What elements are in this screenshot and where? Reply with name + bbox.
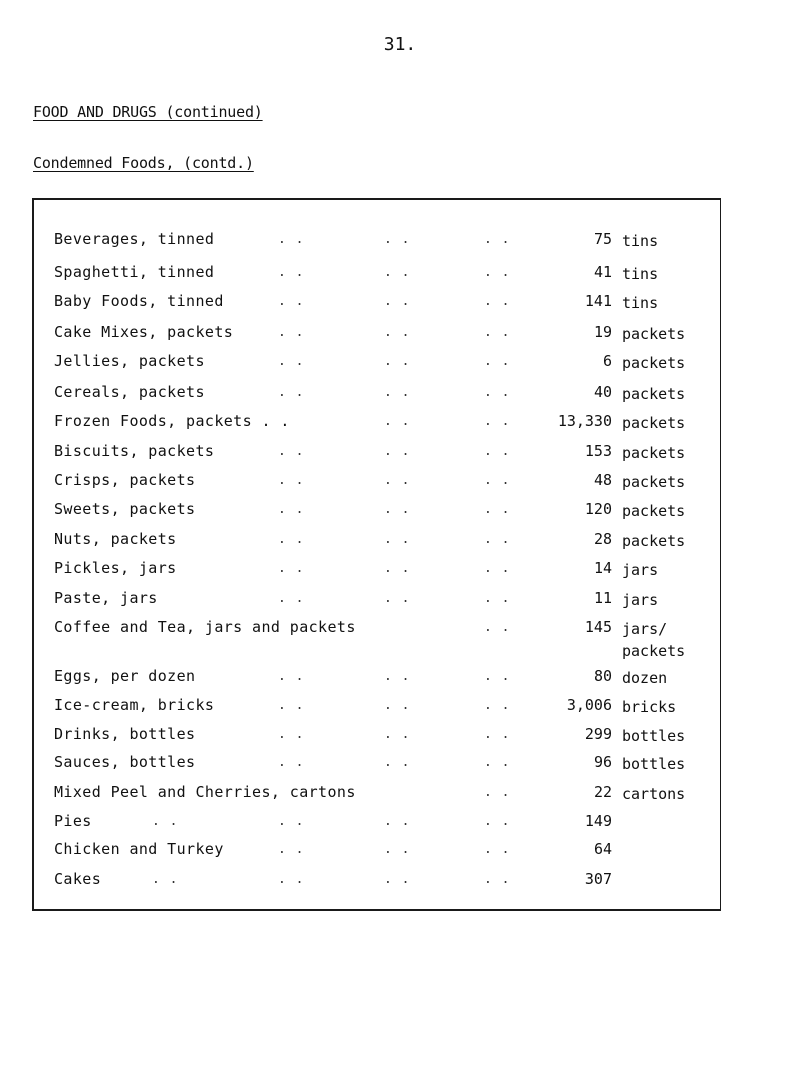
dot-leader: . . bbox=[484, 473, 511, 488]
unit bbox=[622, 783, 685, 805]
dot-leader: . . bbox=[484, 785, 511, 800]
dot-leader: . . bbox=[384, 265, 411, 280]
table-row bbox=[34, 725, 720, 755]
unit bbox=[622, 412, 685, 434]
dot-leader: . . bbox=[484, 532, 511, 547]
dot-leader: . . bbox=[278, 325, 305, 340]
dot-leader: . . bbox=[278, 502, 305, 517]
item-name: Crisps, packets bbox=[54, 471, 196, 489]
dot-leader: . . bbox=[278, 591, 305, 606]
unit-line: packets bbox=[622, 444, 686, 462]
unit bbox=[622, 230, 658, 252]
dot-leader: . . bbox=[484, 669, 511, 684]
dot-leader: . . bbox=[484, 620, 511, 635]
section-heading: FOOD AND DRUGS (continued) bbox=[33, 103, 263, 121]
unit-line: bottles bbox=[622, 727, 686, 745]
dot-leader: . . bbox=[152, 814, 179, 829]
quantity: 299 bbox=[584, 725, 612, 743]
unit-line: packets bbox=[622, 642, 686, 660]
dot-leader: . . bbox=[384, 444, 411, 459]
unit bbox=[622, 696, 676, 718]
dot-leader: . . bbox=[278, 232, 305, 247]
table-row bbox=[34, 263, 720, 293]
dot-leader: . . bbox=[278, 354, 305, 369]
dot-leader: . . bbox=[152, 872, 179, 887]
dot-leader: . . bbox=[278, 842, 305, 857]
item-name: Chicken and Turkey bbox=[54, 840, 224, 858]
item-name: Pies bbox=[54, 812, 92, 830]
unit-line: tins bbox=[622, 232, 659, 250]
dot-leader: . . bbox=[278, 444, 305, 459]
dot-leader: . . bbox=[384, 354, 411, 369]
item-name: Cake Mixes, packets bbox=[54, 323, 234, 341]
item-name: Eggs, per dozen bbox=[54, 667, 196, 685]
dot-leader: . . bbox=[278, 385, 305, 400]
unit bbox=[622, 263, 658, 285]
item-name: Ice-cream, bricks bbox=[54, 696, 215, 714]
item-name: Drinks, bottles bbox=[54, 725, 196, 743]
dot-leader: . . bbox=[384, 591, 411, 606]
item-name: Baby Foods, tinned bbox=[54, 292, 224, 310]
unit-line: bricks bbox=[622, 698, 677, 716]
dot-leader: . . bbox=[384, 414, 411, 429]
table-row bbox=[34, 292, 720, 322]
table-row bbox=[34, 412, 720, 442]
unit-line: packets bbox=[622, 414, 686, 432]
dot-leader: . . bbox=[278, 532, 305, 547]
dot-leader: . . bbox=[484, 872, 511, 887]
table-row bbox=[34, 442, 720, 472]
quantity: 13,330 bbox=[557, 412, 612, 430]
table-row bbox=[34, 500, 720, 530]
item-name: Beverages, tinned bbox=[54, 230, 215, 248]
quantity: 64 bbox=[593, 840, 612, 858]
dot-leader: . . bbox=[278, 755, 305, 770]
table-row bbox=[34, 323, 720, 353]
dot-leader: . . bbox=[484, 385, 511, 400]
unit-line: dozen bbox=[622, 669, 668, 687]
item-name: Paste, jars bbox=[54, 589, 158, 607]
unit bbox=[622, 323, 685, 345]
item-name: Frozen Foods, packets . . bbox=[54, 412, 290, 430]
item-name: Spaghetti, tinned bbox=[54, 263, 215, 281]
table-row bbox=[34, 352, 720, 382]
table-row bbox=[34, 783, 720, 813]
dot-leader: . . bbox=[384, 872, 411, 887]
unit-line: tins bbox=[622, 294, 659, 312]
table-row bbox=[34, 753, 720, 783]
dot-leader: . . bbox=[484, 414, 511, 429]
table-row bbox=[34, 559, 720, 589]
dot-leader: . . bbox=[278, 473, 305, 488]
table-row bbox=[34, 230, 720, 260]
table-row bbox=[34, 696, 720, 726]
dot-leader: . . bbox=[384, 842, 411, 857]
unit-line: jars/ bbox=[622, 620, 668, 638]
dot-leader: . . bbox=[384, 232, 411, 247]
dot-leader: . . bbox=[278, 265, 305, 280]
page-number: 31. bbox=[383, 34, 417, 55]
table-row bbox=[34, 667, 720, 697]
unit bbox=[622, 725, 685, 747]
quantity: 3,006 bbox=[566, 696, 612, 714]
table-row bbox=[34, 870, 720, 900]
item-name: Sweets, packets bbox=[54, 500, 196, 518]
dot-leader: . . bbox=[484, 755, 511, 770]
quantity: 307 bbox=[584, 870, 612, 888]
dot-leader: . . bbox=[484, 444, 511, 459]
dot-leader: . . bbox=[484, 698, 511, 713]
unit bbox=[622, 589, 658, 611]
unit-line: jars bbox=[622, 561, 659, 579]
quantity: 6 bbox=[602, 352, 612, 370]
sub-heading: Condemned Foods, (contd.) bbox=[33, 154, 254, 172]
item-name: Nuts, packets bbox=[54, 530, 177, 548]
dot-leader: . . bbox=[278, 669, 305, 684]
dot-leader: . . bbox=[384, 473, 411, 488]
dot-leader: . . bbox=[384, 385, 411, 400]
unit-line: bottles bbox=[622, 755, 686, 773]
item-name: Cakes bbox=[54, 870, 102, 888]
dot-leader: . . bbox=[384, 698, 411, 713]
quantity: 96 bbox=[593, 753, 612, 771]
dot-leader: . . bbox=[484, 265, 511, 280]
quantity: 149 bbox=[584, 812, 612, 830]
unit-line: packets bbox=[622, 354, 686, 372]
dot-leader: . . bbox=[278, 872, 305, 887]
unit bbox=[622, 753, 685, 775]
unit bbox=[622, 442, 685, 464]
dot-leader: . . bbox=[384, 669, 411, 684]
dot-leader: . . bbox=[384, 755, 411, 770]
table-row bbox=[34, 383, 720, 413]
quantity: 48 bbox=[593, 471, 612, 489]
quantity: 75 bbox=[593, 230, 612, 248]
dot-leader: . . bbox=[484, 814, 511, 829]
unit-line: cartons bbox=[622, 785, 686, 803]
dot-leader: . . bbox=[484, 232, 511, 247]
dot-leader: . . bbox=[278, 561, 305, 576]
quantity: 141 bbox=[584, 292, 612, 310]
quantity: 80 bbox=[593, 667, 612, 685]
item-name: Jellies, packets bbox=[54, 352, 205, 370]
dot-leader: . . bbox=[484, 561, 511, 576]
unit-line: packets bbox=[622, 473, 686, 491]
dot-leader: . . bbox=[484, 294, 511, 309]
table-row bbox=[34, 840, 720, 870]
unit bbox=[622, 618, 685, 662]
quantity: 14 bbox=[593, 559, 612, 577]
unit bbox=[622, 471, 685, 493]
dot-leader: . . bbox=[484, 325, 511, 340]
item-name: Sauces, bottles bbox=[54, 753, 196, 771]
quantity: 153 bbox=[584, 442, 612, 460]
quantity: 40 bbox=[593, 383, 612, 401]
quantity: 145 bbox=[584, 618, 612, 636]
unit-line: tins bbox=[622, 265, 659, 283]
dot-leader: . . bbox=[278, 814, 305, 829]
dot-leader: . . bbox=[484, 842, 511, 857]
unit bbox=[622, 559, 658, 581]
item-name: Biscuits, packets bbox=[54, 442, 215, 460]
quantity: 41 bbox=[593, 263, 612, 281]
dot-leader: . . bbox=[278, 698, 305, 713]
dot-leader: . . bbox=[384, 561, 411, 576]
dot-leader: . . bbox=[484, 591, 511, 606]
quantity: 120 bbox=[584, 500, 612, 518]
item-name: Pickles, jars bbox=[54, 559, 177, 577]
quantity: 11 bbox=[593, 589, 612, 607]
dot-leader: . . bbox=[384, 727, 411, 742]
table-row bbox=[34, 812, 720, 842]
unit-line: packets bbox=[622, 325, 686, 343]
item-name: Coffee and Tea, jars and packets bbox=[54, 618, 356, 636]
unit-line: jars bbox=[622, 591, 659, 609]
unit bbox=[622, 383, 685, 405]
dot-leader: . . bbox=[384, 814, 411, 829]
dot-leader: . . bbox=[278, 294, 305, 309]
dot-leader: . . bbox=[384, 532, 411, 547]
dot-leader: . . bbox=[484, 502, 511, 517]
table-row bbox=[34, 471, 720, 501]
unit bbox=[622, 352, 685, 374]
quantity: 19 bbox=[593, 323, 612, 341]
quantity: 28 bbox=[593, 530, 612, 548]
dot-leader: . . bbox=[278, 727, 305, 742]
dot-leader: . . bbox=[484, 354, 511, 369]
unit bbox=[622, 292, 658, 314]
table-row bbox=[34, 618, 720, 660]
unit bbox=[622, 500, 685, 522]
unit-line: packets bbox=[622, 385, 686, 403]
quantity: 22 bbox=[593, 783, 612, 801]
item-name: Mixed Peel and Cherries, cartons bbox=[54, 783, 356, 801]
dot-leader: . . bbox=[384, 502, 411, 517]
condemned-foods-table bbox=[32, 198, 721, 911]
table-row bbox=[34, 530, 720, 560]
table-row bbox=[34, 589, 720, 619]
unit-line: packets bbox=[622, 502, 686, 520]
dot-leader: . . bbox=[384, 294, 411, 309]
dot-leader: . . bbox=[484, 727, 511, 742]
unit bbox=[622, 530, 685, 552]
dot-leader: . . bbox=[384, 325, 411, 340]
unit-line: packets bbox=[622, 532, 686, 550]
item-name: Cereals, packets bbox=[54, 383, 205, 401]
unit bbox=[622, 667, 667, 689]
